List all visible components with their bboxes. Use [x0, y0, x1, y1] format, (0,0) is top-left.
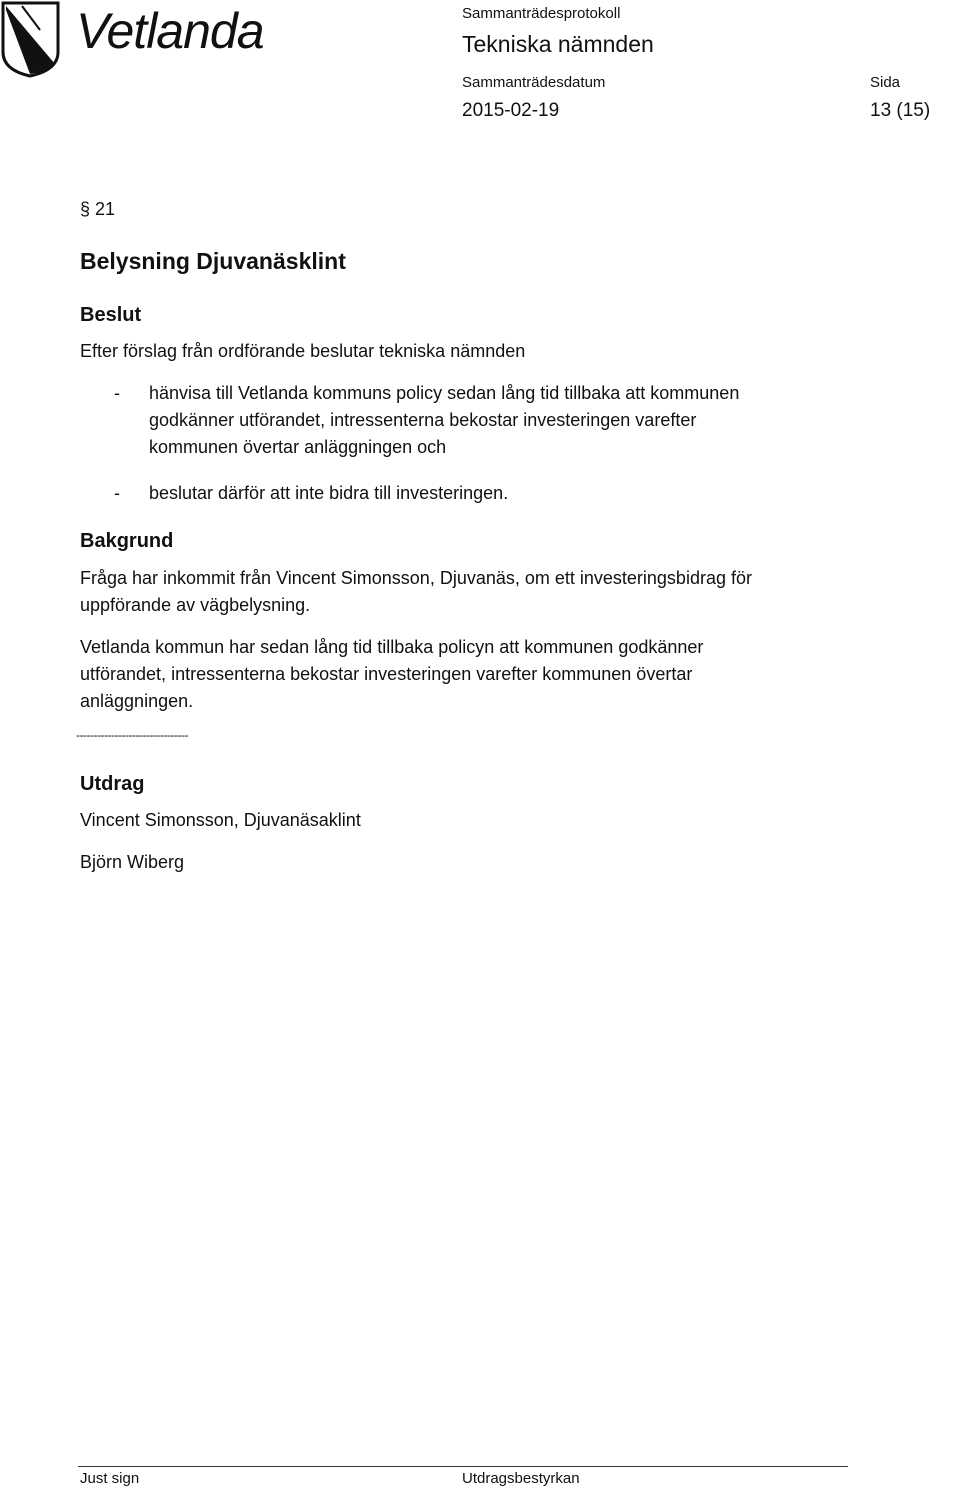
- text-line: Vetlanda kommun har sedan lång tid tillbaka policyn att kommunen godkänner: [80, 637, 704, 657]
- date-label: Sammanträdesdatum: [462, 74, 606, 91]
- beslut-item: [80, 480, 829, 507]
- coat-of-arms-icon: [0, 0, 72, 78]
- meeting-date: 2015-02-19: [462, 100, 560, 121]
- page-number: 13 (15): [870, 100, 931, 121]
- bakgrund-heading: Bakgrund: [80, 530, 174, 552]
- text-line: hänvisa till Vetlanda kommuns policy sedan lång tid tillbaka att kommunen: [149, 383, 740, 403]
- logo-wordmark: Vetlanda: [76, 3, 264, 59]
- text-line: anläggningen.: [80, 691, 194, 711]
- utdrag-heading: Utdrag: [80, 773, 145, 795]
- page-title: Belysning Djuvanäsklint: [80, 248, 346, 274]
- text-line: beslutar därför att inte bidra till investeringen.: [149, 483, 509, 503]
- committee-name: Tekniska nämnden: [462, 31, 654, 57]
- footer-divider: [78, 1466, 848, 1467]
- doc-type-label: Sammanträdesprotokoll: [462, 5, 621, 22]
- beslut-item-text: [149, 480, 829, 507]
- text-line: utförandet, intressenterna bekostar investeringen varefter kommunen övertar: [80, 664, 693, 684]
- bullet-dash: -: [114, 483, 120, 503]
- page-label: Sida: [870, 74, 901, 91]
- text-line: godkänner utförandet, intressenterna bekostar investeringen varefter: [149, 410, 697, 430]
- bullet-dash: -: [114, 383, 120, 403]
- beslut-item-text: [149, 380, 829, 461]
- bakgrund-paragraph-2: [80, 634, 703, 715]
- beslut-intro: Efter förslag från ordförande beslutar tekniska nämnden: [80, 341, 526, 361]
- vetlanda-logo: [0, 0, 290, 80]
- paragraph-number: § 21: [80, 199, 116, 219]
- utdrag-recipient: Vincent Simonsson, Djuvanäsaklint: [80, 810, 361, 830]
- footer-just-sign: Just sign: [80, 1470, 140, 1487]
- text-line: uppförande av vägbelysning.: [80, 595, 311, 615]
- footer-utdragsbestyrkan: Utdragsbestyrkan: [462, 1470, 580, 1487]
- beslut-item: [80, 380, 829, 461]
- beslut-heading: Beslut: [80, 304, 142, 326]
- text-line: Fråga har inkommit från Vincent Simonsson, Djuvanäs, om ett investeringsbidrag för: [80, 568, 752, 588]
- bakgrund-paragraph-1: [80, 565, 752, 619]
- utdrag-recipient: Björn Wiberg: [80, 852, 185, 872]
- text-line: kommunen övertar anläggningen och: [149, 437, 447, 457]
- separator-dashes: --------------------------------: [76, 728, 188, 742]
